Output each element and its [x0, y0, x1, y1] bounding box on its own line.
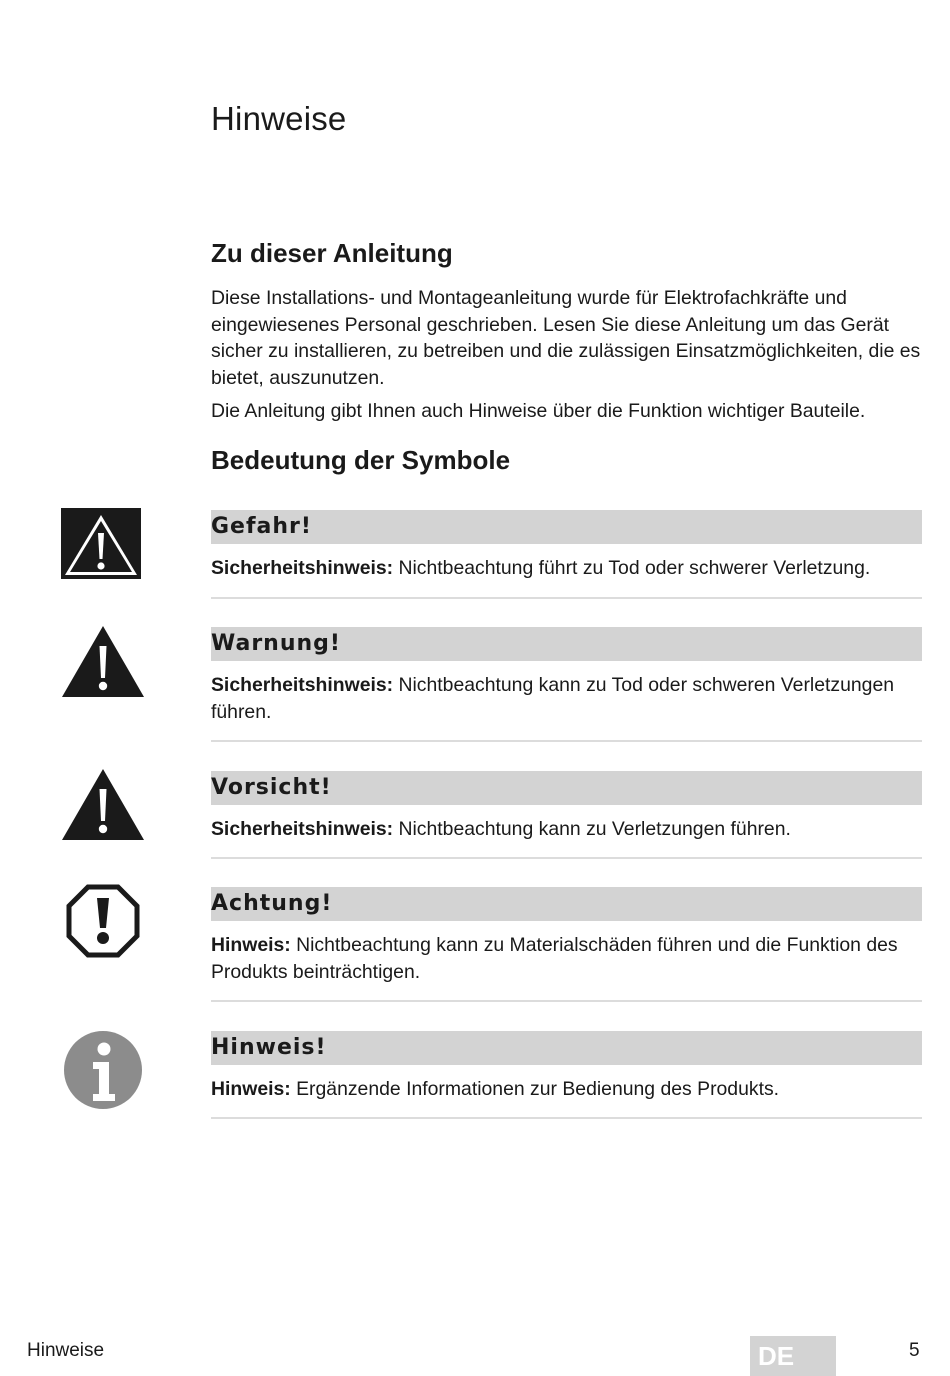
- symbol-divider-caution: [211, 857, 922, 859]
- symbol-title-caution: Vorsicht!: [211, 771, 922, 805]
- symbol-text-warning: Nichtbeachtung kann zu Tod oder schweren Verletzungen führen.: [211, 674, 895, 723]
- symbol-text-info: Ergänzende Informationen zur Bedienung des Produkts.: [290, 1078, 780, 1100]
- symbol-description-caution: [211, 816, 922, 843]
- danger-warning-triangle-boxed-icon: [60, 507, 144, 586]
- symbol-divider-danger: [211, 597, 922, 599]
- symbol-prefix-danger: Sicherheitshinweis:: [211, 557, 394, 579]
- section-heading-symbols: Bedeutung der Symbole: [211, 445, 511, 475]
- symbol-description-danger: [211, 555, 922, 582]
- caution-triangle-icon: [60, 767, 146, 846]
- about-paragraph-1: Diese Installations- und Montageanleitung wurde für Elektrofachkräfte und eingewiesenes Personal geschrieben. Lesen Sie diese Anleitung um das Gerät sicher zu installieren, zu betreiben und die zulässigen Einsatzmöglichkeiten, die es bietet, auszunutzen.: [211, 287, 921, 389]
- footer-section-label: Hinweise: [27, 1340, 105, 1361]
- page-number: 5: [909, 1340, 920, 1361]
- symbol-description-attention: [211, 932, 922, 986]
- symbol-title-danger: Gefahr!: [211, 510, 922, 544]
- symbol-text-attention: Nichtbeachtung kann zu Materialschäden führen und die Funktion des Produkts beinträchtigen.: [211, 934, 898, 983]
- symbol-divider-attention: [211, 1000, 922, 1002]
- symbol-prefix-attention: Hinweis:: [211, 934, 291, 956]
- page-title: Hinweise: [211, 100, 347, 137]
- symbol-divider-warning: [211, 740, 922, 742]
- symbol-description-info: [211, 1076, 922, 1103]
- symbol-description-warning: [211, 672, 922, 726]
- warning-triangle-icon: [60, 624, 146, 703]
- about-paragraph-2: Die Anleitung gibt Ihnen auch Hinweise über die Funktion wichtiger Bauteile.: [211, 400, 866, 422]
- symbol-text-danger: Nichtbeachtung führt zu Tod oder schwerer Verletzung.: [393, 557, 871, 579]
- symbol-title-attention: Achtung!: [211, 887, 922, 921]
- symbol-prefix-caution: Sicherheitshinweis:: [211, 818, 394, 840]
- symbol-prefix-warning: Sicherheitshinweis:: [211, 674, 394, 696]
- symbol-text-caution: Nichtbeachtung kann zu Verletzungen führen.: [393, 818, 791, 840]
- symbol-title-warning: Warnung!: [211, 627, 922, 661]
- language-badge: DE: [750, 1336, 836, 1376]
- symbol-divider-info: [211, 1117, 922, 1119]
- symbol-prefix-info: Hinweis:: [211, 1078, 291, 1100]
- section-heading-about: Zu dieser Anleitung: [211, 238, 453, 268]
- symbol-title-info: Hinweis!: [211, 1031, 922, 1065]
- attention-octagon-icon: [66, 884, 140, 963]
- info-circle-icon: [63, 1030, 143, 1115]
